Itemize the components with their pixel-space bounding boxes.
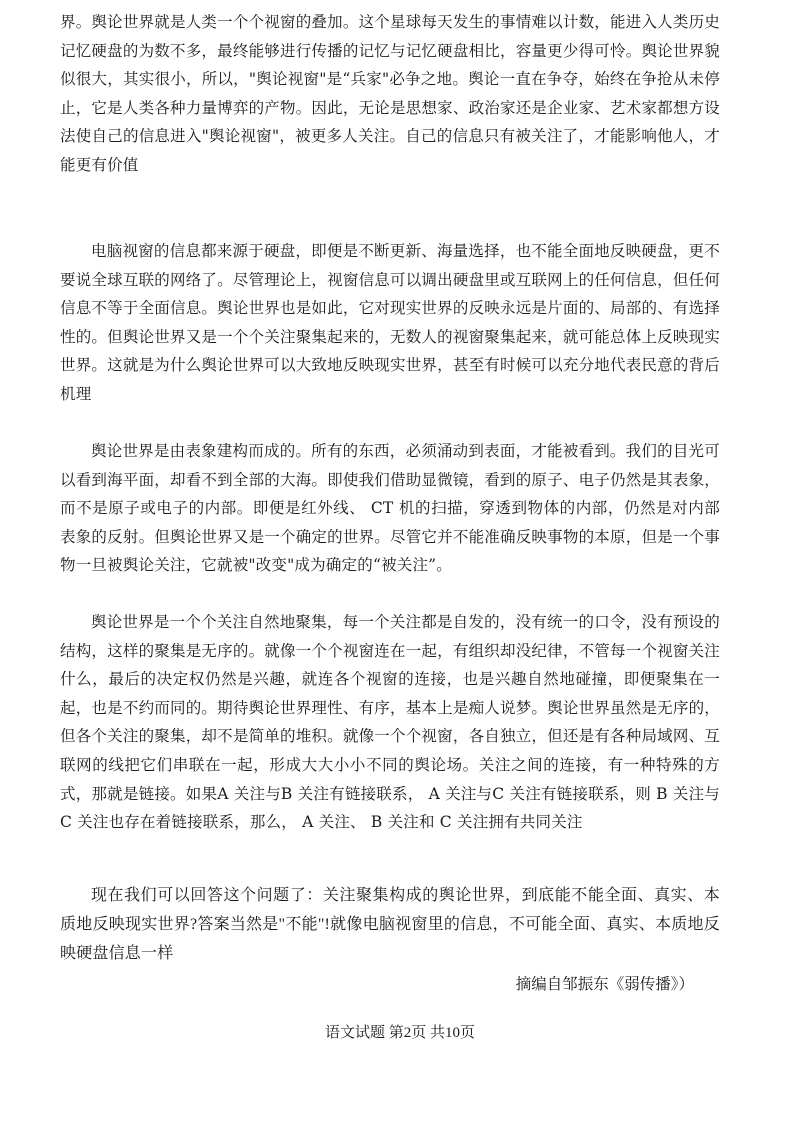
paragraph-4: 舆论世界是一个个关注自然地聚集，每一个关注都是自发的，没有统一的口令，没有预设的结构，这样的聚集是无序的。就像一个个视窗连在一起，有组织却没纪律，不管每一个视窗关注什么，最后的决定权仍然是兴趣，就连各个视窗的连接，也是兴趣自然地碰撞，即便聚集在一起，也是不约而同的。期待舆论世界理性、有序，基本上是痴人说梦。舆论世界虽然是无序的，但各个关注的聚集，却不是简单的堆积。就像一个个视窗，各自独立，但还是有各种局域网、互联网的线把它们串联在一起，形成大大小小不同的舆论场。关注之间的连接，有一种特殊的方式，那就是链接。如果A 关注与B 关注有链接联系， A 关注与C 关注有链接联系，则 B 关注与C 关注也存在着链接联系，那么， A 关注、 B 关注和 C 关注拥有共同关注 <box>60 613 720 832</box>
page-footer: 语文试题 第2页 共10页 <box>324 1025 475 1041</box>
paragraph-2: 电脑视窗的信息都来源于硬盘，即便是不断更新、海量选择，也不能全面地反映硬盘，更不要说全球互联的网络了。尽管理论上，视窗信息可以调出硬盘里或互联网上的任何信息，但任何信息不等于全面信息。舆论世界也是如此，它对现实世界的反映永远是片面的、局部的、有选择性的。但舆论世界又是一个个关注聚集起来的，无数人的视窗聚集起来，就可能总体上反映现实世界。这就是为什么舆论世界可以大致地反映现实世界，甚至有时候可以充分地代表民意的背后机理 <box>60 242 720 403</box>
paragraph-3: 舆论世界是由表象建构而成的。所有的东西，必须涌动到表面，才能被看到。我们的目光可以看到海平面，却看不到全部的大海。即使我们借助显微镜，看到的原子、电子仍然是其表象，而不是原子或电子的内部。即便是红外线、 CT 机的扫描，穿透到物体的内部，仍然是对内部表象的反射。但舆论世界又是一个确定的世界。尽管它并不能准确反映事物的本原，但是一个事物一旦被舆论关注，它就被"改变"成为确定的“被关注”。 <box>60 442 720 575</box>
paragraph-1: 界。舆论世界就是人类一个个视窗的叠加。这个星球每天发生的事情难以计数，能进入人类历史记忆硬盘的为数不多，最终能够进行传播的记忆与记忆硬盘相比，容量更少得可怜。舆论世界貌似很大，其实很小，所以，"舆论视窗"是“兵家"必争之地。舆论一直在争夺，始终在争抢从未停止，它是人类各种力量博弈的产物。因此，无论是思想家、政治家还是企业家、艺术家都想方设法使自己的信息进入"舆论视窗"，被更多人关注。自己的信息只有被关注了，才能影响他人，才能更有价值 <box>60 13 720 174</box>
source-citation: 摘编自邹振东《弱传播》） <box>515 976 694 993</box>
paragraph-5: 现在我们可以回答这个问题了：关注聚集构成的舆论世界，到底能不能全面、真实、本质地反映现实世界?答案当然是"不能"!就像电脑视窗里的信息，不可能全面、真实、本质地反映硬盘信息一样 <box>60 887 720 962</box>
